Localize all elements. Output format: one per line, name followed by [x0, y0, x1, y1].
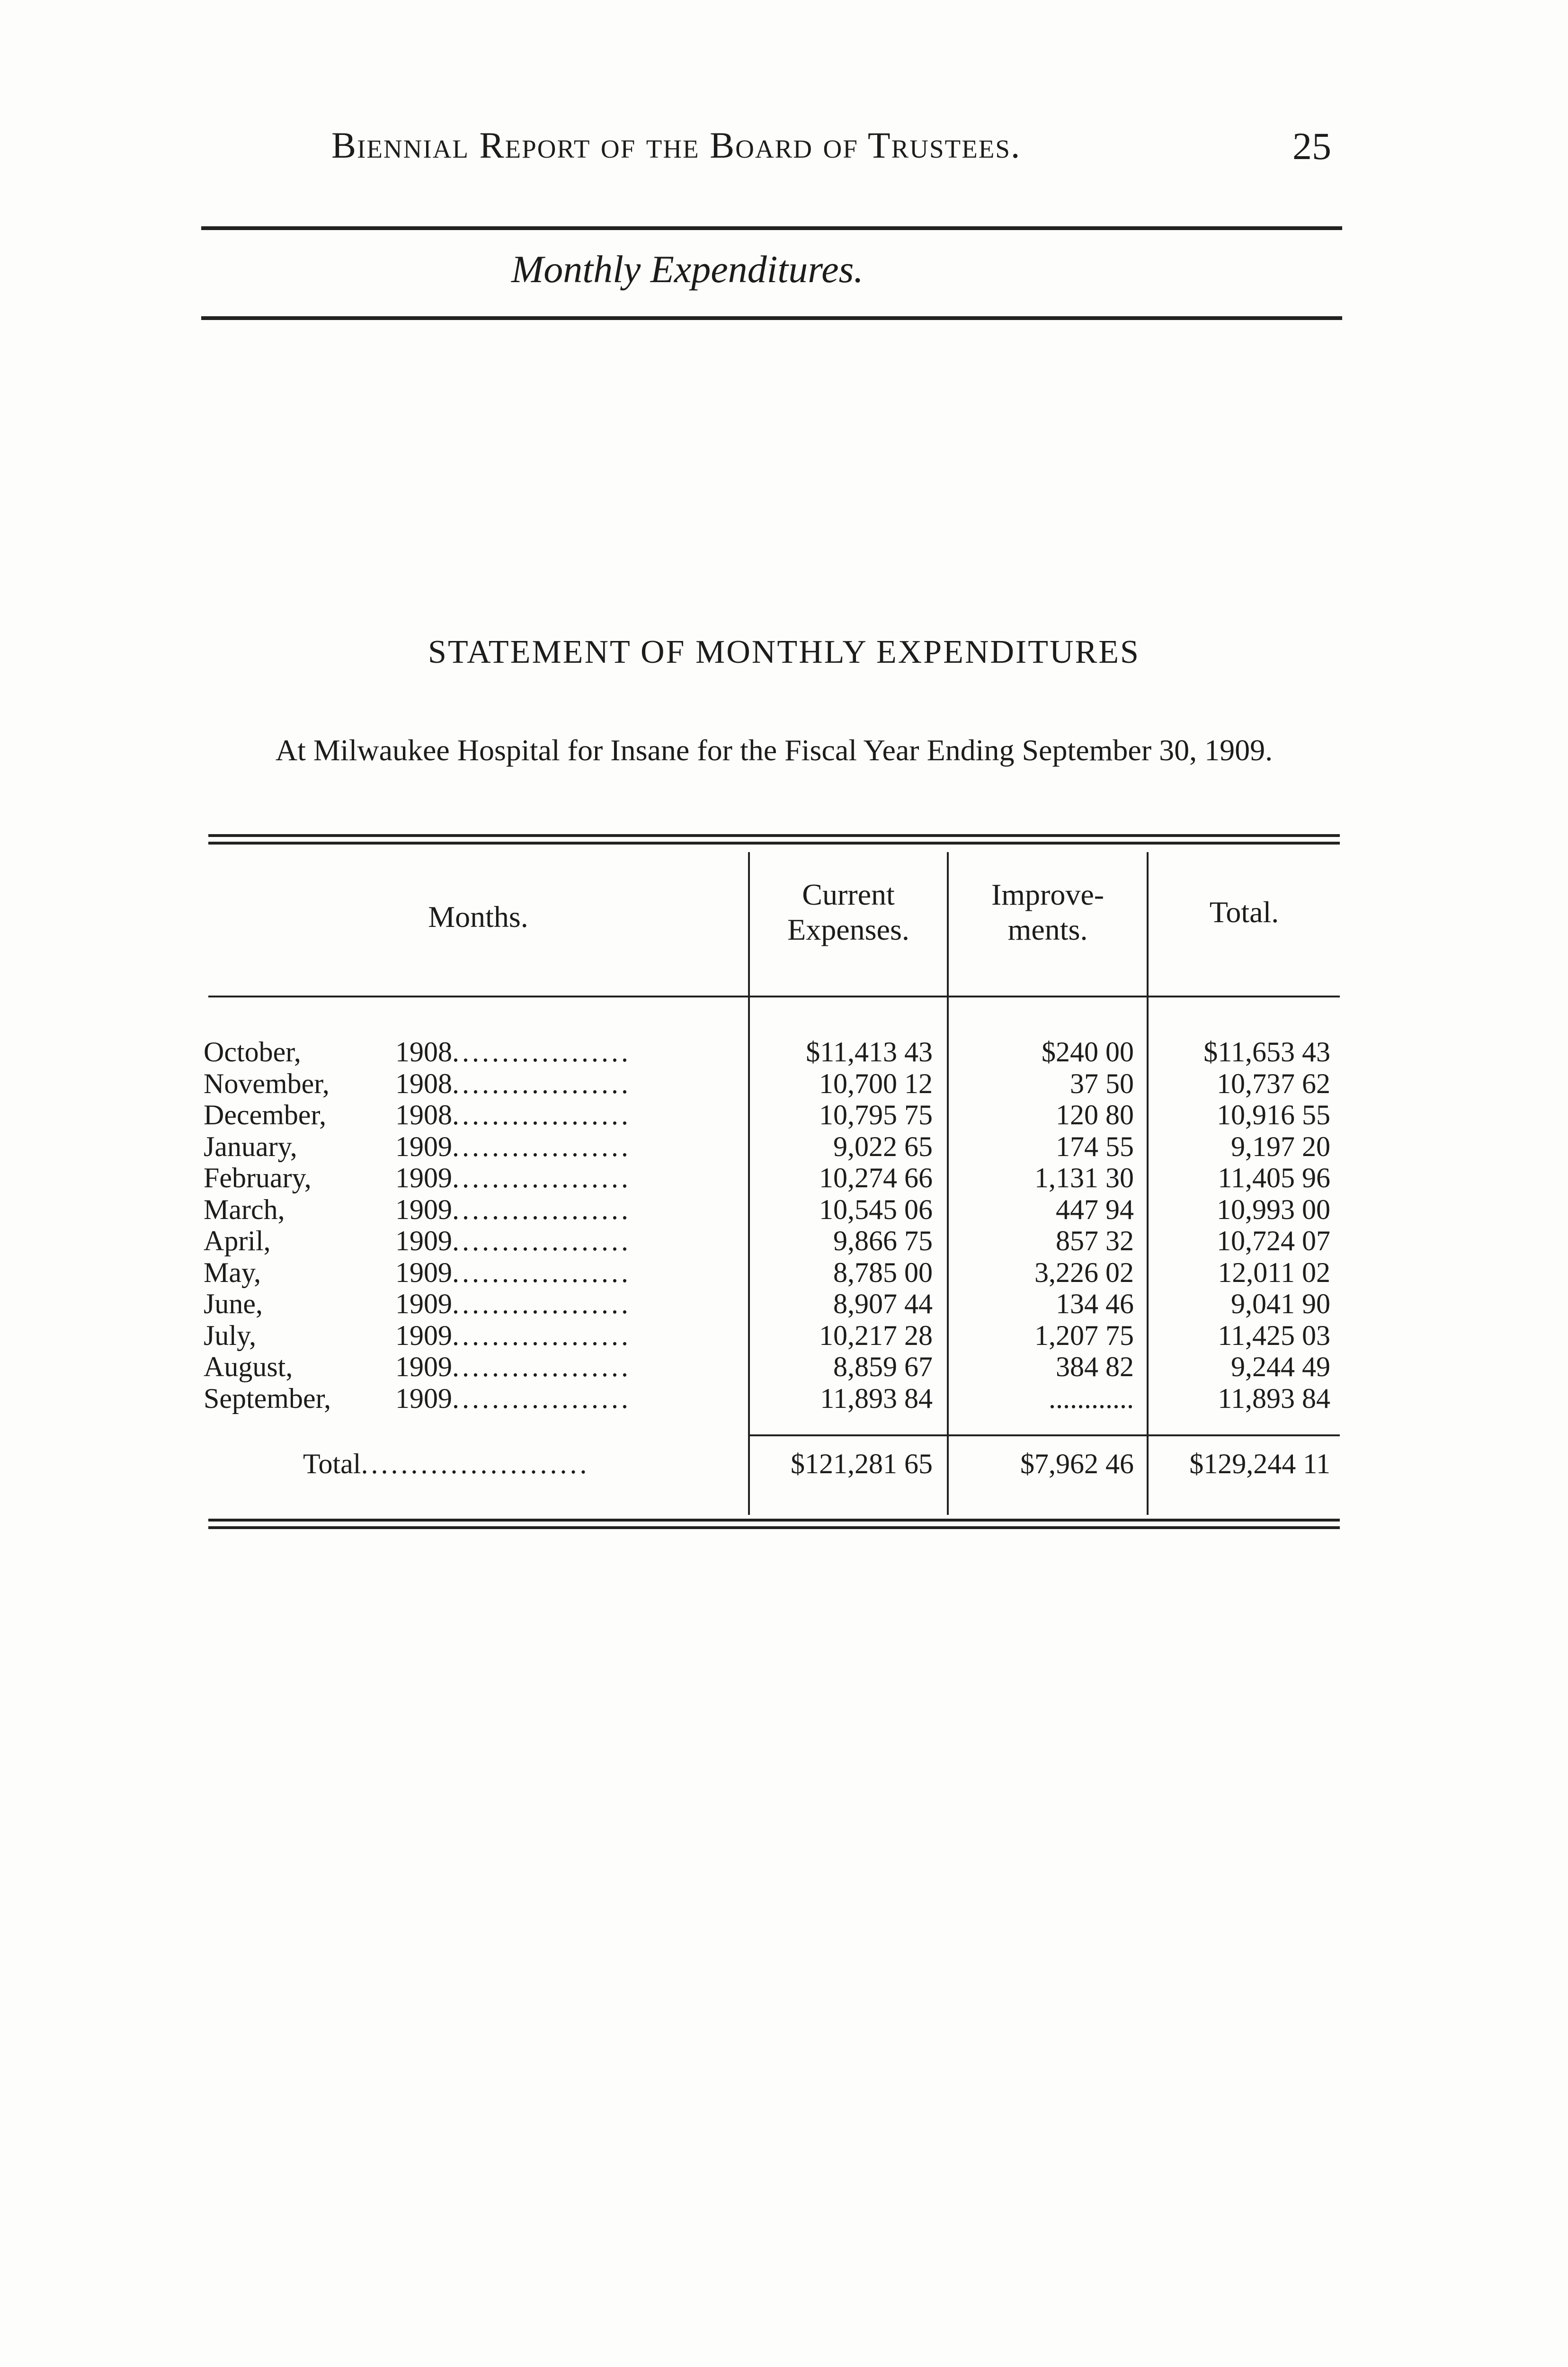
row-improvements: 447 94 [1056, 1194, 1134, 1225]
total-current: $121,281 65 [791, 1448, 933, 1479]
total-total: $129,244 11 [1189, 1448, 1330, 1479]
total-leader-dots: ....................... [361, 1448, 590, 1479]
row-year: 1909 [395, 1257, 452, 1288]
row-leader-dots: .................. [452, 1320, 631, 1351]
column-header-current-line2: Expenses. [787, 913, 909, 946]
row-total: 10,916 55 [1217, 1099, 1330, 1130]
row-month: June, [204, 1288, 263, 1319]
row-leader-dots: .................. [452, 1225, 631, 1256]
row-current-expenses: 9,866 75 [833, 1225, 933, 1256]
row-total: 12,011 02 [1218, 1257, 1330, 1288]
row-year: 1909 [395, 1320, 452, 1351]
header-rule-bottom [201, 316, 1342, 320]
total-rule [750, 1434, 1340, 1436]
row-year-with-leader [395, 1036, 631, 1068]
row-improvements: 384 82 [1056, 1351, 1134, 1382]
row-month: December, [204, 1099, 327, 1130]
row-month: October, [204, 1036, 301, 1068]
row-year: 1908 [395, 1036, 452, 1068]
column-header-total: Total. [1209, 895, 1279, 929]
row-year: 1909 [395, 1351, 452, 1382]
total-improvements: $7,962 46 [1020, 1448, 1134, 1479]
row-year: 1909 [395, 1288, 452, 1319]
row-improvements: ............ [1049, 1383, 1134, 1414]
row-year-with-leader [395, 1382, 631, 1415]
row-current-expenses: 8,785 00 [833, 1257, 933, 1288]
row-current-expenses: 10,217 28 [819, 1320, 933, 1351]
row-year-with-leader [395, 1351, 631, 1383]
row-year-with-leader [395, 1225, 631, 1257]
row-current-expenses: 10,700 12 [819, 1068, 933, 1099]
row-total: 9,244 49 [1231, 1351, 1330, 1382]
row-leader-dots: .................. [452, 1194, 631, 1225]
page-number: 25 [1292, 125, 1331, 168]
row-total: $11,653 43 [1203, 1036, 1330, 1068]
column-divider-1 [748, 852, 750, 1515]
row-year-with-leader [395, 1068, 631, 1100]
row-total: 10,724 07 [1217, 1225, 1330, 1256]
row-year: 1909 [395, 1131, 452, 1162]
row-leader-dots: .................. [452, 1036, 631, 1068]
row-total: 10,737 62 [1217, 1068, 1330, 1099]
row-improvements: 1,207 75 [1034, 1320, 1134, 1351]
row-year-with-leader [395, 1256, 631, 1289]
row-leader-dots: .................. [452, 1383, 631, 1414]
row-total: 10,993 00 [1217, 1194, 1330, 1225]
row-current-expenses: 10,545 06 [819, 1194, 933, 1225]
row-current-expenses: 10,795 75 [819, 1099, 933, 1130]
column-header-improvements [949, 877, 1147, 947]
row-year: 1909 [395, 1194, 452, 1225]
row-year-with-leader [395, 1193, 631, 1226]
row-year: 1908 [395, 1068, 452, 1099]
table-rule-top-1 [208, 834, 1340, 837]
row-month: January, [204, 1131, 297, 1162]
row-month: February, [204, 1162, 312, 1193]
row-year-with-leader [395, 1099, 631, 1131]
row-leader-dots: .................. [452, 1131, 631, 1162]
row-total: 9,197 20 [1231, 1131, 1330, 1162]
row-current-expenses: 8,859 67 [833, 1351, 933, 1382]
row-current-expenses: 11,893 84 [820, 1383, 933, 1414]
header-underline [208, 996, 1340, 997]
row-leader-dots: .................. [452, 1257, 631, 1288]
row-total: 11,405 96 [1218, 1162, 1330, 1193]
statement-subtitle: At Milwaukee Hospital for Insane for the Fiscal Year Ending September 30, 1909. [275, 733, 1273, 767]
row-leader-dots: .................. [452, 1288, 631, 1319]
row-improvements: $240 00 [1042, 1036, 1134, 1068]
row-improvements: 3,226 02 [1034, 1257, 1134, 1288]
row-month: July, [204, 1320, 257, 1351]
column-divider-3 [1147, 852, 1149, 1515]
total-label: Total [303, 1448, 361, 1479]
row-month: November, [204, 1068, 330, 1099]
row-improvements: 857 32 [1056, 1225, 1134, 1256]
row-month: March, [204, 1194, 285, 1225]
row-year-with-leader [395, 1319, 631, 1352]
row-current-expenses: 10,274 66 [819, 1162, 933, 1193]
row-leader-dots: .................. [452, 1351, 631, 1382]
row-month: September, [204, 1383, 331, 1414]
row-leader-dots: .................. [452, 1099, 631, 1130]
row-improvements: 1,131 30 [1034, 1162, 1134, 1193]
row-month: August, [204, 1351, 293, 1382]
table-rule-bottom-2 [208, 1526, 1340, 1529]
row-year-with-leader [395, 1130, 631, 1163]
row-leader-dots: .................. [452, 1162, 631, 1193]
column-header-improvements-line2: ments. [1007, 913, 1088, 946]
row-leader-dots: .................. [452, 1068, 631, 1099]
table-rule-top-2 [208, 842, 1340, 845]
column-divider-2 [947, 852, 949, 1515]
row-year: 1909 [395, 1225, 452, 1256]
row-month: May, [204, 1257, 261, 1288]
row-improvements: 120 80 [1056, 1099, 1134, 1130]
row-total: 9,041 90 [1231, 1288, 1330, 1319]
column-header-current [750, 877, 947, 947]
row-improvements: 134 46 [1056, 1288, 1134, 1319]
row-current-expenses: 9,022 65 [833, 1131, 933, 1162]
column-header-improvements-line1: Improve- [991, 878, 1105, 911]
row-total: 11,425 03 [1218, 1320, 1330, 1351]
header-rule-top [201, 226, 1342, 230]
column-header-current-line1: Current [802, 878, 895, 911]
row-current-expenses: $11,413 43 [806, 1036, 933, 1068]
row-improvements: 174 55 [1056, 1131, 1134, 1162]
row-month: April, [204, 1225, 271, 1256]
table-rule-bottom-1 [208, 1519, 1340, 1522]
row-year: 1909 [395, 1162, 452, 1193]
row-year-with-leader [395, 1162, 631, 1194]
row-year: 1908 [395, 1099, 452, 1130]
column-header-months: Months. [428, 900, 528, 934]
row-year: 1909 [395, 1383, 452, 1414]
section-title: Monthly Expenditures. [511, 248, 864, 291]
row-improvements: 37 50 [1070, 1068, 1134, 1099]
total-label-row [303, 1448, 589, 1480]
statement-title: STATEMENT OF MONTHLY EXPENDITURES [428, 634, 1140, 670]
row-current-expenses: 8,907 44 [833, 1288, 933, 1319]
row-year-with-leader [395, 1288, 631, 1320]
running-title: Biennial Report of the Board of Trustees. [331, 125, 1021, 166]
row-total: 11,893 84 [1218, 1383, 1330, 1414]
